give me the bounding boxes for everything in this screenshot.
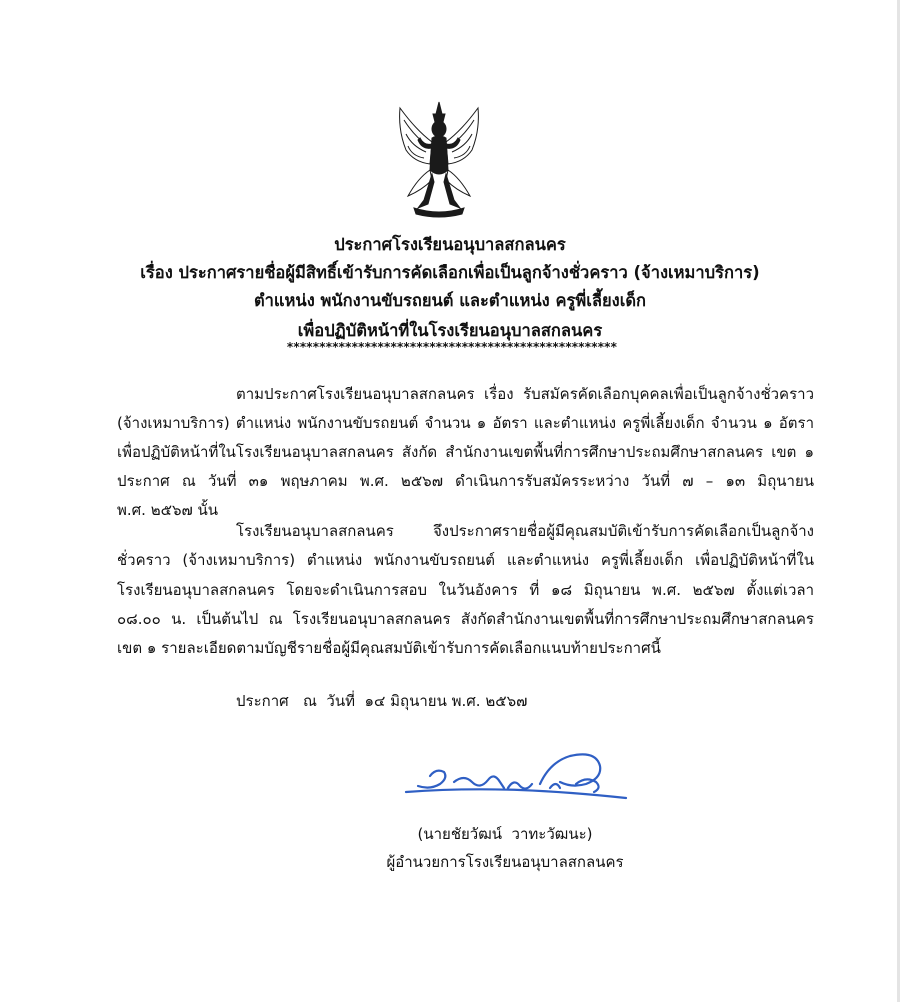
handwritten-signature <box>400 748 634 814</box>
paragraph1-line-4: ประกาศ ณ วันที่ ๓๑ พฤษภาคม พ.ศ. ๒๕๖๗ ดำเนินการรับสมัครระหว่าง วันที่ ๗ – ๑๓ มิถุนายน <box>117 472 814 490</box>
paragraph1-line-1: ตามประกาศโรงเรียนอนุบาลสกลนคร เรื่อง รับสมัครคัดเลือกบุคคลเพื่อเป็นลูกจ้างชั่วคราว <box>236 385 814 403</box>
paragraph2-line-5: เขต ๑ รายละเอียดตามบัญชีรายชื่อผู้มีคุณสมบัติเข้ารับการคัดเลือกแนบท้ายประกาศนี้ <box>117 639 661 657</box>
heading-line-1: ประกาศโรงเรียนอนุบาลสกลนคร <box>334 235 566 254</box>
paragraph2-line-4: ๐๘.๐๐ น. เป็นต้นไป ณ โรงเรียนอนุบาลสกลนคร สังกัดสำนักงานเขตพื้นที่การศึกษาประถมศึกษาสกลนคร <box>117 610 814 628</box>
paragraph1-line-3: เพื่อปฏิบัติหน้าที่ในโรงเรียนอนุบาลสกลนคร สังกัด สำนักงานเขตพื้นที่การศึกษาประถมศึกษาสกลนคร เขต ๑ <box>117 443 814 461</box>
heading-line-2: เรื่อง ประกาศรายชื่อผู้มีสิทธิ์เข้ารับการคัดเลือกเพื่อเป็นลูกจ้างชั่วคราว (จ้างเหมาบริการ) <box>140 263 760 282</box>
paragraph2-line-1: โรงเรียนอนุบาลสกลนคร จึงประกาศรายชื่อผู้มีคุณสมบัติเข้ารับการคัดเลือกเป็นลูกจ้าง <box>236 522 814 540</box>
signatory-name: (นายชัยวัฒน์ วาทะวัฒนะ) <box>417 825 593 843</box>
announcement-date: ประกาศ ณ วันที่ ๑๔ มิถุนายน พ.ศ. ๒๕๖๗ <box>236 692 528 710</box>
heading-divider: *************************************************** <box>286 340 618 354</box>
heading-line-4: เพื่อปฏิบัติหน้าที่ในโรงเรียนอนุบาลสกลนคร <box>297 321 603 340</box>
heading-line-3: ตำแหน่ง พนักงานขับรถยนต์ และตำแหน่ง ครูพี่เลี้ยงเด็ก <box>253 291 647 310</box>
paragraph1-line-2: (จ้างเหมาบริการ) ตำแหน่ง พนักงานขับรถยนต์ จำนวน ๑ อัตรา และตำแหน่ง ครูพี่เลี้ยงเด็ก จำนวน ๑ อัตรา <box>117 414 815 432</box>
paragraph2-line-2: ชั่วคราว (จ้างเหมาบริการ) ตำแหน่ง พนักงานขับรถยนต์ และตำแหน่ง ครูพี่เลี้ยงเด็ก เพื่อปฏิบัติหน้าที่ใน <box>117 551 814 569</box>
garuda-emblem-icon <box>388 100 490 220</box>
signatory-title: ผู้อำนวยการโรงเรียนอนุบาลสกลนคร <box>386 853 624 871</box>
paragraph2-line-3: โรงเรียนอนุบาลสกลนคร โดยจะดำเนินการสอบ ในวันอังคาร ที่ ๑๘ มิถุนายน พ.ศ. ๒๕๖๗ ตั้งแต่เวลา <box>117 581 814 599</box>
paragraph1-line-5: พ.ศ. ๒๕๖๗ นั้น <box>117 501 219 519</box>
